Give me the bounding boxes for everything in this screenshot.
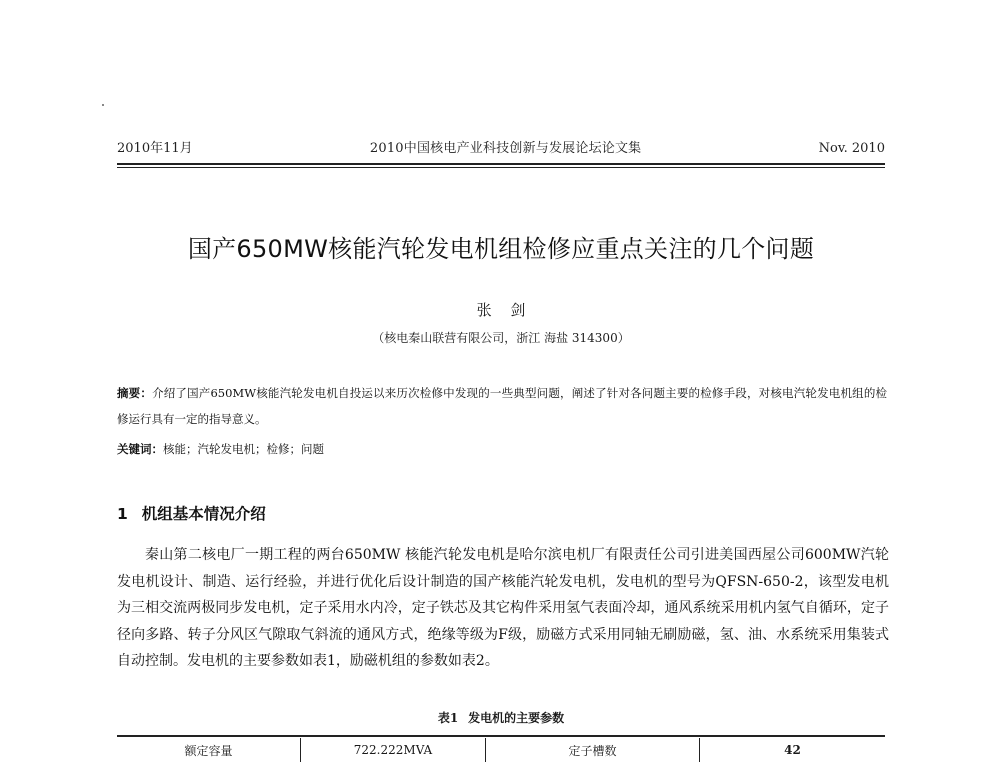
author-name: 张 剑: [476, 301, 526, 319]
table-cell: 额定容量: [117, 738, 301, 762]
abstract-text: 介绍了国产650MW核能汽轮发电机自投运以来历次检修中发现的一些典型问题，阐述了针对各问题主要的检修手段，对核电汽轮发电机组的检修运行具有一定的指导意义。: [117, 386, 887, 426]
author-affiliation: （核电秦山联营有限公司，浙江 海盐 314300）: [372, 331, 630, 345]
table-top-rule: [117, 735, 885, 737]
table-cell: 722.222MVA: [301, 738, 486, 762]
table-caption: [117, 710, 885, 726]
running-head-proceedings: 2010中国核电产业科技创新与发展论坛论文集: [369, 141, 642, 156]
paper-title: 国产650MW核能汽轮发电机组检修应重点关注的几个问题: [187, 235, 815, 263]
running-head: [117, 141, 885, 157]
keywords: [117, 436, 887, 462]
keywords-text: 核能；汽轮发电机；检修；问题: [163, 442, 324, 456]
table-caption-number: 表1: [437, 711, 459, 725]
header-rule-thick: [117, 163, 885, 165]
table-cell: 42: [784, 743, 801, 757]
running-head-date: 2010年11月: [117, 141, 193, 156]
keywords-label: 关键词：: [117, 442, 163, 456]
scan-speck: [102, 104, 104, 106]
section-title: 机组基本情况介绍: [141, 505, 266, 523]
table-caption-title: 发电机的主要参数: [468, 711, 565, 725]
header-rule-thin: [117, 167, 885, 168]
table-cell: 定子槽数: [486, 738, 700, 762]
section-heading: [117, 503, 885, 525]
body-paragraph: 秦山第二核电厂一期工程的两台650MW 核能汽轮发电机是哈尔滨电机厂有限责任公司引进美国西屋公司600MW汽轮发电机设计、制造、运行经验，并进行优化后设计制造的国产核能汽轮发电机，发电机的型号为QFSN-650-2，该型发电机为三相交流两极同步发电机，定子采用水内冷，定子铁芯及其它构件采用氢气表面冷却，通风系统采用机内氢气自循环，定子径向多路、转子分风区气隙取气斜流的通风方式，绝缘等级为F级，励磁方式采用同轴无刷励磁，氢、油、水系统采用集装式自动控制。发电机的主要参数如表1，励磁机组的参数如表2。: [117, 547, 889, 669]
abstract-label: 摘要：: [117, 386, 153, 400]
section-number: 1: [117, 505, 128, 523]
running-head-date-en: Nov. 2010: [818, 141, 885, 156]
table-row: [117, 738, 885, 762]
abstract: [117, 380, 887, 432]
